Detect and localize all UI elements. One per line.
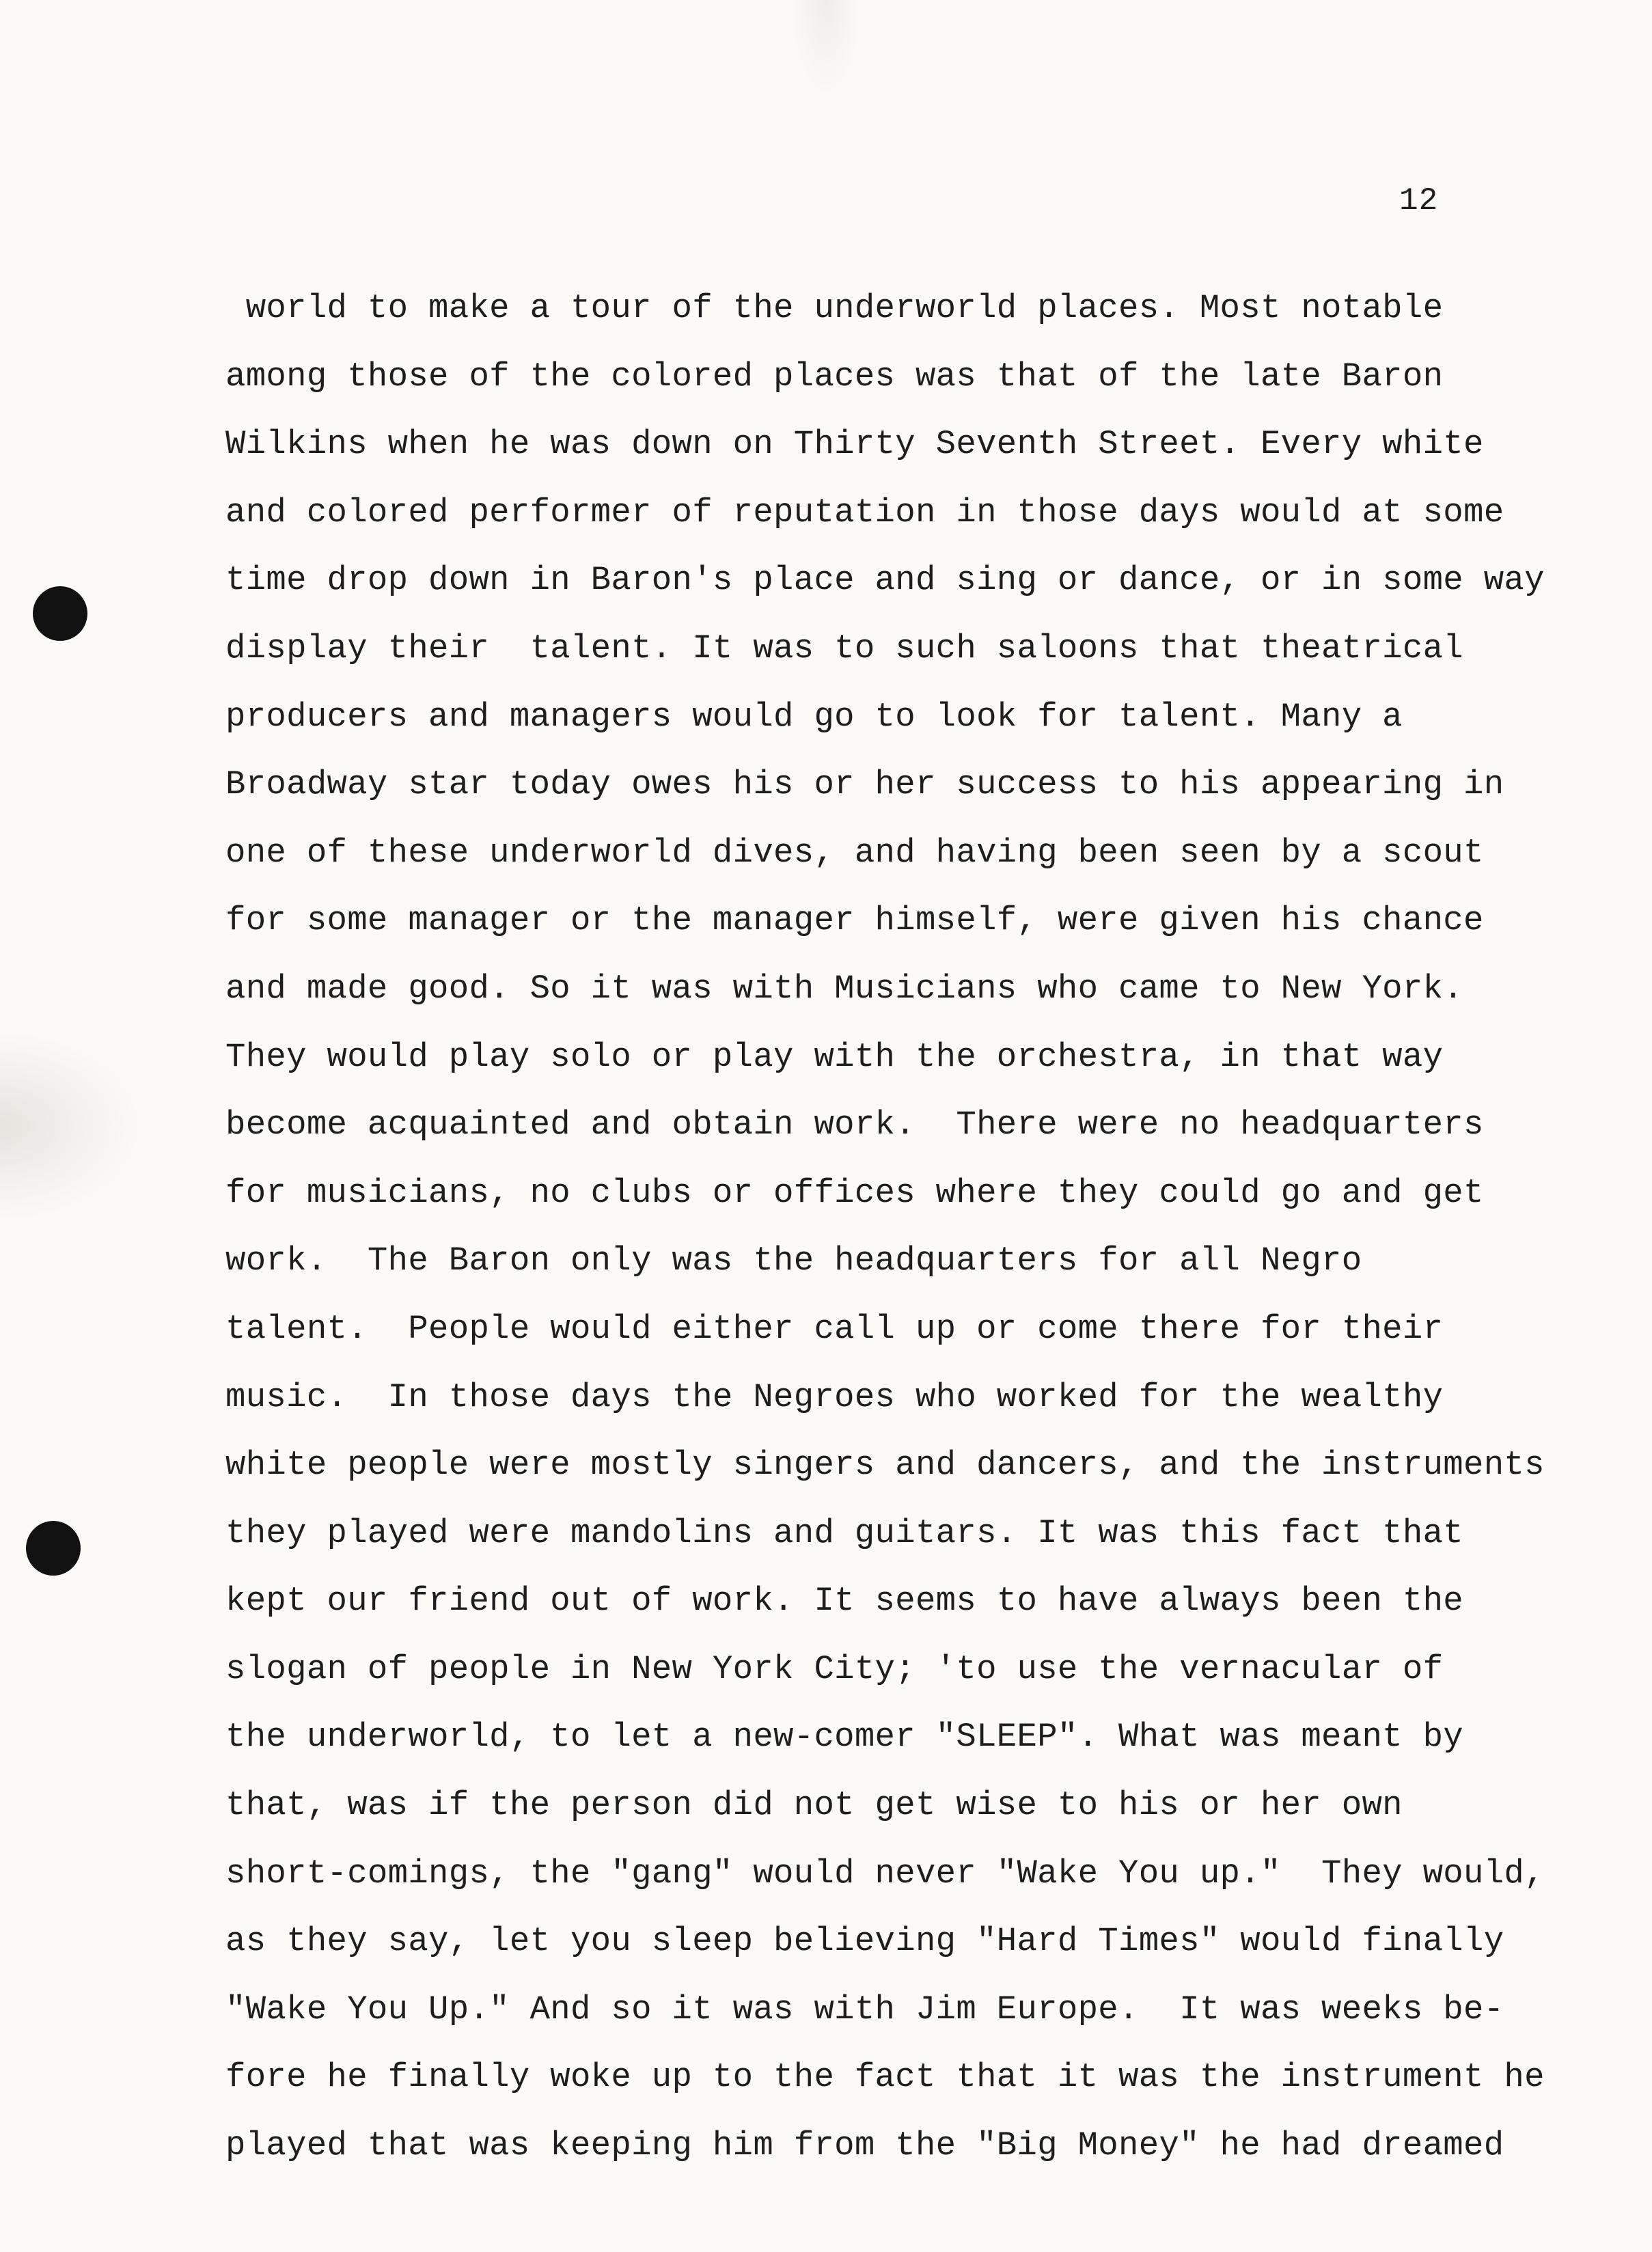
text-line: played that was keeping him from the "Big Money" he had dreamed: [225, 2126, 1504, 2165]
text-line: They would play solo or play with the orchestra, in that way: [225, 1037, 1444, 1076]
text-line: short-comings, the "gang" would never "Wake You up." They would,: [225, 1854, 1545, 1893]
text-line: and colored performer of reputation in those days would at some: [225, 493, 1504, 532]
text-line: display their talent. It was to such saloons that theatrical: [225, 629, 1463, 668]
body-text: [225, 279, 1592, 2184]
punch-hole-lower: [26, 1521, 81, 1576]
text-line: time drop down in Baron's place and sing or dance, or in some way: [225, 561, 1545, 600]
page-number: 12: [1399, 183, 1439, 219]
text-line: "Wake You Up." And so it was with Jim Europe. It was weeks be-: [225, 1990, 1504, 2029]
text-line: slogan of people in New York City; 'to use the vernacular of: [225, 1649, 1444, 1688]
text-line: Broadway star today owes his or her success to his appearing in: [225, 765, 1504, 804]
text-line: they played were mandolins and guitars. It was this fact that: [225, 1513, 1463, 1552]
text-line: kept our friend out of work. It seems to have always been the: [225, 1582, 1463, 1621]
text-line: Wilkins when he was down on Thirty Seventh Street. Every white: [225, 425, 1484, 464]
text-line: as they say, let you sleep believing "Hard Times" would finally: [225, 1922, 1504, 1961]
text-line: one of these underworld dives, and having been seen by a scout: [225, 833, 1484, 872]
text-line: among those of the colored places was that of the late Baron: [225, 357, 1444, 396]
text-line: fore he finally woke up to the fact that it was the instrument he: [225, 2058, 1545, 2097]
text-line: that, was if the person did not get wise to his or her own: [225, 1786, 1403, 1825]
text-line: world to make a tour of the underworld places. Most notable: [225, 289, 1444, 327]
text-line: for musicians, no clubs or offices where they could go and get: [225, 1173, 1484, 1212]
text-line: music. In those days the Negroes who worked for the wealthy: [225, 1377, 1444, 1416]
text-line: become acquainted and obtain work. There were no headquarters: [225, 1106, 1484, 1144]
text-line: and made good. So it was with Musicians who came to New York.: [225, 969, 1463, 1008]
text-line: for some manager or the manager himself, were given his chance: [225, 901, 1484, 940]
text-line: producers and managers would go to look for talent. Many a: [225, 697, 1403, 736]
punch-hole-upper: [33, 586, 87, 641]
text-line: the underworld, to let a new-comer "SLEEP". What was meant by: [225, 1718, 1463, 1757]
text-line: work. The Baron only was the headquarters for all Negro: [225, 1241, 1362, 1280]
text-line: talent. People would either call up or come there for their: [225, 1309, 1444, 1348]
text-line: white people were mostly singers and dancers, and the instruments: [225, 1446, 1545, 1485]
